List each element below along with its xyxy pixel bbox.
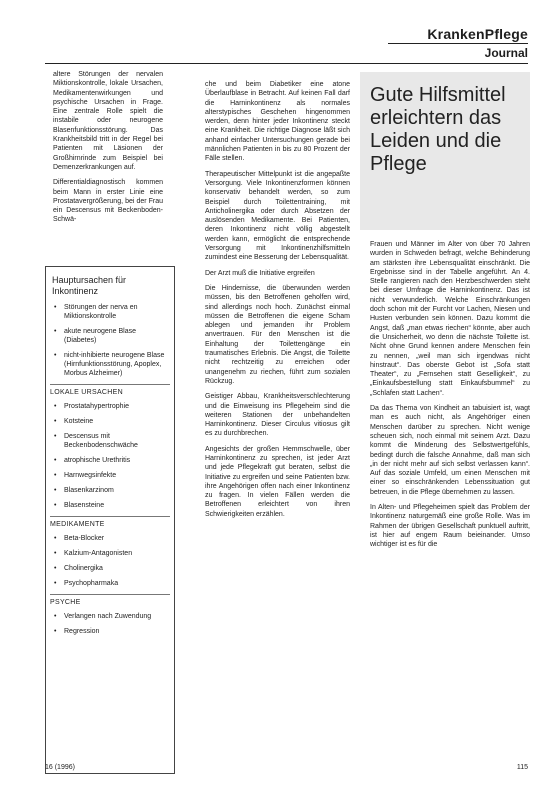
list-item: • Descensus mit Beckenbodenschwäche: [52, 432, 168, 450]
paragraph: Die Hindernisse, die überwunden werden müssen, bis den Betroffenen geholfen wird, sind allerdings noch hoch. Zunächst einmal müssen die Betroffenen die eigene Scham ablegen und jemanden ihr Problem anvertrauen. Für den Menschen ist die Einhaltung der Toilettengänge ein traumatisches Erlebnis. Die Angst, die Toilette nicht rechtzeitig zu erreichen oder unangenehm zu riechen, führt zum sozialen Rückzug.: [205, 284, 350, 385]
issue-number: 16 (1996): [45, 764, 75, 771]
box-list-meds: [46, 534, 174, 588]
list-item: • Kalzium-Antagonisten: [52, 549, 168, 558]
list-item: • Blasensteine: [52, 501, 168, 510]
paragraph: Therapeutischer Mittelpunkt ist die angepaßte Versorgung. Viele Inkontinenzformen können konservativ behandelt werden, so zum Beispiel durch Toilettentraining, mit Anticholinergika oder durch Absetzen der auslösenden Medikamente. Bei Patienten, deren Inkontinenz nicht völlig abgestellt werden kann, ermöglicht die entsprechende Versorgung mit Inkontinenzhilfsmitteln zumindest eine Besserung der Lebensqualität.: [205, 170, 350, 262]
paragraph: Frauen und Männer im Alter von über 70 Jahren wurden in Schweden befragt, welche Behinderung am stärksten ihre Lebensqualität einschränkt. Die Ergebnisse sind in der Tabelle angeführt. An 4. Stelle rangieren nach den Herzbeschwerden steht bei dieser Umfrage die Harninkontinenz. Das ist nicht verwunderlich. Welche Einschränkungen doch schon mit der Furcht vor Lachen, Niesen und Husten verbunden sein können. Dazu kommt die Angst, daß „man etwas riechen“ könnte, aber auch die Unsicherheit, wo denn die nächste Toilette ist. Nicht ohne Grund kennen andere Menschen fein zu nennen, „weil man sich irgendwas nicht hinstraut“. Das oberste Gebot ist „Sofa statt Theater“, zu „Fernsehen statt Geselligkeit“, zu „Einkaufsbestellung statt Einkaufsbummel“ zu „Schlafen statt Lachen“.: [370, 241, 530, 397]
list-item: • Regression: [52, 627, 168, 636]
paragraph: Geistiger Abbau, Krankheitsverschlechterung und die Einweisung ins Pflegeheim sind die weiteren Stationen der unbehandelten Harninkontinenz. Dieser Circulus vitiosus gilt es zu durchbrechen.: [205, 393, 350, 438]
paragraph: Da das Thema von Kindheit an tabuisiert ist, wagt man es auch nicht, als Angehöriger einen Menschen darüber zu sprechen. Nicht wenige scheuen sich, noch einmal mit seinem Arzt. Dazu kommt die Minderung des Selbstwertgefühls, bedingt durch die falsche Annahme, daß man sich „in der nicht mehr auf sich selbst verlassen kann“. Auf das soziale Umfeld, um einen Menschen mit einer so einschränkenden Lebenssituation gut betreuen, in die Pflege übernehmen zu lassen.: [370, 405, 530, 496]
list-item: • atrophische Urethritis: [52, 456, 168, 465]
causes-box: [45, 266, 175, 774]
box-title: Hauptursachen für Inkontinenz: [52, 275, 127, 296]
list-item: • nicht-inhibierte neurogene Blase (Hirnfunktionsstörung, Apoplex, Morbus Alzheimer): [52, 351, 168, 378]
box-section-meds: MEDIKAMENTE: [50, 516, 170, 528]
list-item: • Kotsteine: [52, 417, 168, 426]
article-title: Gute Hilfsmittel erleichtern das Leiden und die Pflege: [370, 84, 506, 175]
header-rule: [45, 63, 528, 64]
box-section-local: LOKALE URSACHEN: [50, 384, 170, 396]
list-item: • Prostatahypertrophie: [52, 402, 168, 411]
column-1: [53, 70, 163, 231]
subheading: Der Arzt muß die Initiative ergreifen: [205, 269, 315, 277]
journal-section: Journal: [484, 46, 528, 60]
paragraph: Angesichts der großen Hemmschwelle, über Harninkontinenz zu sprechen, ist jeder Arzt und jede Pflegekraft gut beraten, selbst die Initiative zu ergreifen und seine Patienten bzw. ihre Angehörigen offen nach einer Inkontinenz zu fragen. In vielen Fällen werden die Betroffenen erleichtert von ihren Schwierigkeiten erzählen.: [205, 445, 350, 518]
paragraph: Differentialdiagnostisch kommen beim Mann in erster Linie eine Prostatavergrößerung, bei der Frau ein Descensus mit Beckenboden-Schwä-: [53, 179, 163, 224]
journal-name: KrankenPflege: [427, 26, 528, 42]
box-list-psych: [46, 612, 174, 636]
column-2: [205, 80, 350, 525]
list-item: • Blasenkarzinom: [52, 486, 168, 495]
box-list-local: [46, 402, 174, 510]
header-rule-top: [388, 43, 528, 44]
list-item: • Beta-Blocker: [52, 534, 168, 543]
list-item: • Störungen der nerva en Miktionskontrolle: [52, 303, 168, 321]
list-item: • Cholinergika: [52, 564, 168, 573]
column-3: [370, 240, 530, 556]
box-list-top: [46, 303, 174, 378]
box-section-psych: PSYCHE: [50, 594, 170, 606]
paragraph: che und beim Diabetiker eine atone Überlaufblase in Betracht. Auf keinen Fall darf die Harninkontinenz als normales alterstypisches Geschehen hingenommen werden, denn hinter jeder Inkontinenz steckt eine Krankheit. Die richtige Diagnose läßt sich anhand einfacher Untersuchungen gerade bei männlichen Patienten in bis zu 80 Prozent der Fälle stellen.: [205, 81, 350, 163]
paragraph: altere Störungen der nervalen Miktionskontrolle, lokale Ursachen, Medikamentenwirkungen und psychische Ursachen in Frage. Eine zentrale Rolle spielt die instabile oder neurogene Blasenfunktionsstörung. Das Krankheitsbild tritt in der Regel bei Patienten mit Läsionen der Großhirnrinde zum Beispiel bei Demenzerkrankungen auf.: [53, 71, 163, 171]
list-item: • akute neurogene Blase (Diabetes): [52, 327, 168, 345]
list-item: • Psychopharmaka: [52, 579, 168, 588]
list-item: • Verlangen nach Zuwendung: [52, 612, 168, 621]
paragraph: In Alten- und Pflegeheimen spielt das Problem der Inkontinenz naturgemäß eine große Rolle. Was im Rahmen der übrigen Gesellschaft punktuell auftritt, ist hier auf engem Raum beieinander. Umso wichtiger ist es für die: [370, 504, 530, 549]
page-number: 115: [516, 764, 528, 771]
list-item: • Harnwegsinfekte: [52, 471, 168, 480]
